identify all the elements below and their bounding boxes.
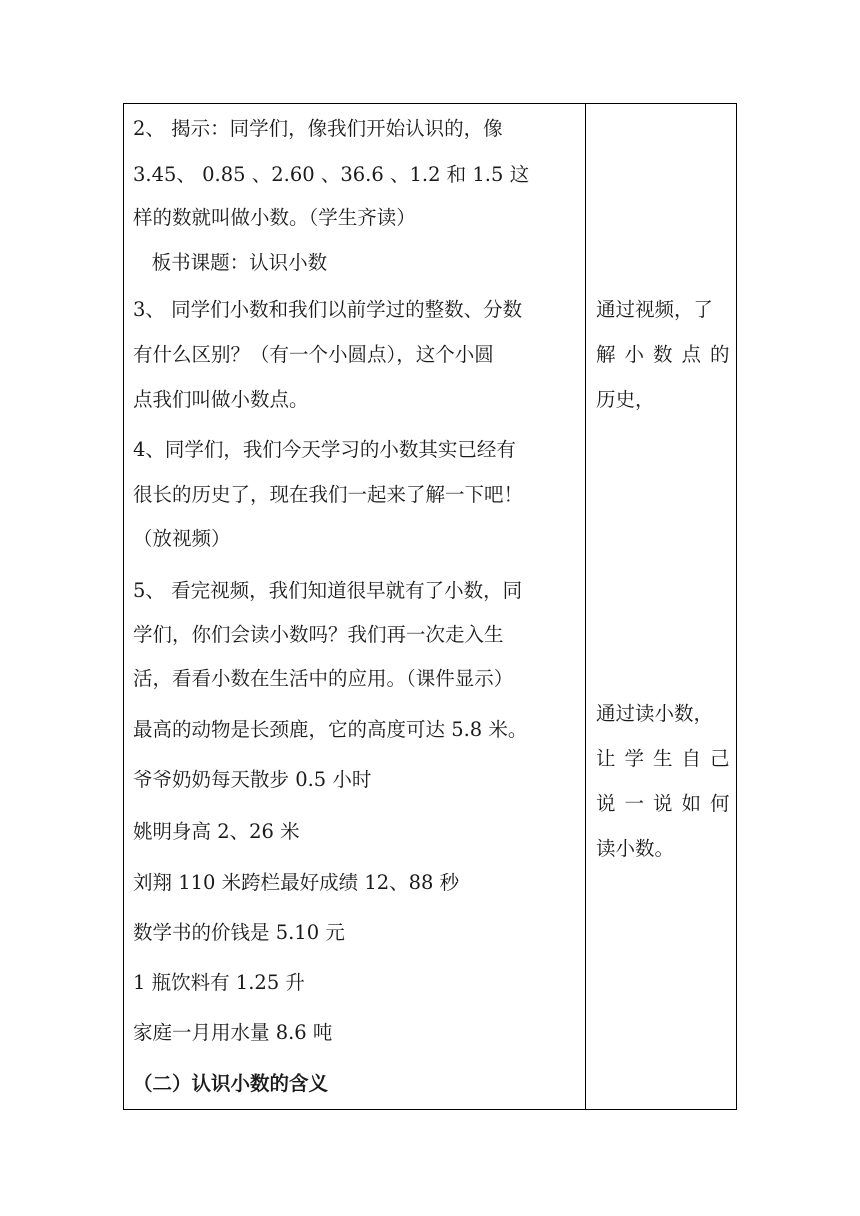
- text-line: 3、 同学们小数和我们以前学过的整数、分数: [133, 298, 523, 321]
- text-line: 样的数就叫做小数。（学生齐读）: [133, 206, 416, 229]
- text-line: 有什么区别？（有一个小圆点），这个小圆: [133, 343, 494, 366]
- section-heading: （二）认识小数的含义: [133, 1072, 329, 1095]
- text-line: 家庭一月用水量 8.6 吨: [133, 1021, 333, 1044]
- text-line: 4、同学们，我们今天学习的小数其实已经有: [133, 438, 516, 461]
- text-line: 数学书的价钱是 5.10 元: [133, 921, 345, 944]
- column-divider: [585, 104, 586, 1109]
- note-line: 说一说如何: [596, 792, 739, 815]
- text-line: 刘翔 110 米跨栏最好成绩 12、88 秒: [133, 871, 460, 894]
- text-line: 5、 看完视频，我们知道很早就有了小数，同: [133, 579, 523, 602]
- text-line: 最高的动物是长颈鹿，它的高度可达 5.8 米。: [133, 718, 528, 741]
- text-line: 活，看看小数在生活中的应用。（课件显示）: [133, 667, 514, 690]
- text-line: 1 瓶饮料有 1.25 升: [133, 971, 305, 994]
- text-line: 3.45、 0.85 、2.60 、36.6 、1.2 和 1.5 这: [133, 163, 530, 186]
- text-line: 很长的历史了，现在我们一起来了解一下吧！: [133, 483, 524, 506]
- note-line: 通过视频，了: [596, 298, 714, 321]
- note-line: 读小数。: [596, 837, 675, 860]
- text-line: 爷爷奶奶每天散步 0.5 小时: [133, 768, 372, 791]
- note-line: 历史，: [596, 388, 655, 411]
- note-line: 让学生自己: [596, 747, 739, 770]
- note-line: 解小数点的: [596, 343, 739, 366]
- text-line: 点我们叫做小数点。: [133, 388, 309, 411]
- text-line: 2、 揭示：同学们，像我们开始认识的，像: [133, 117, 503, 140]
- text-line: 姚明身高 2、26 米: [133, 820, 300, 843]
- text-line: （放视频）: [133, 527, 231, 550]
- lesson-table: [123, 103, 737, 1110]
- text-line: 学们，你们会读小数吗？我们再一次走入生: [133, 623, 504, 646]
- note-line: 通过读小数，: [596, 702, 714, 725]
- text-line: 板书课题：认识小数: [133, 251, 328, 274]
